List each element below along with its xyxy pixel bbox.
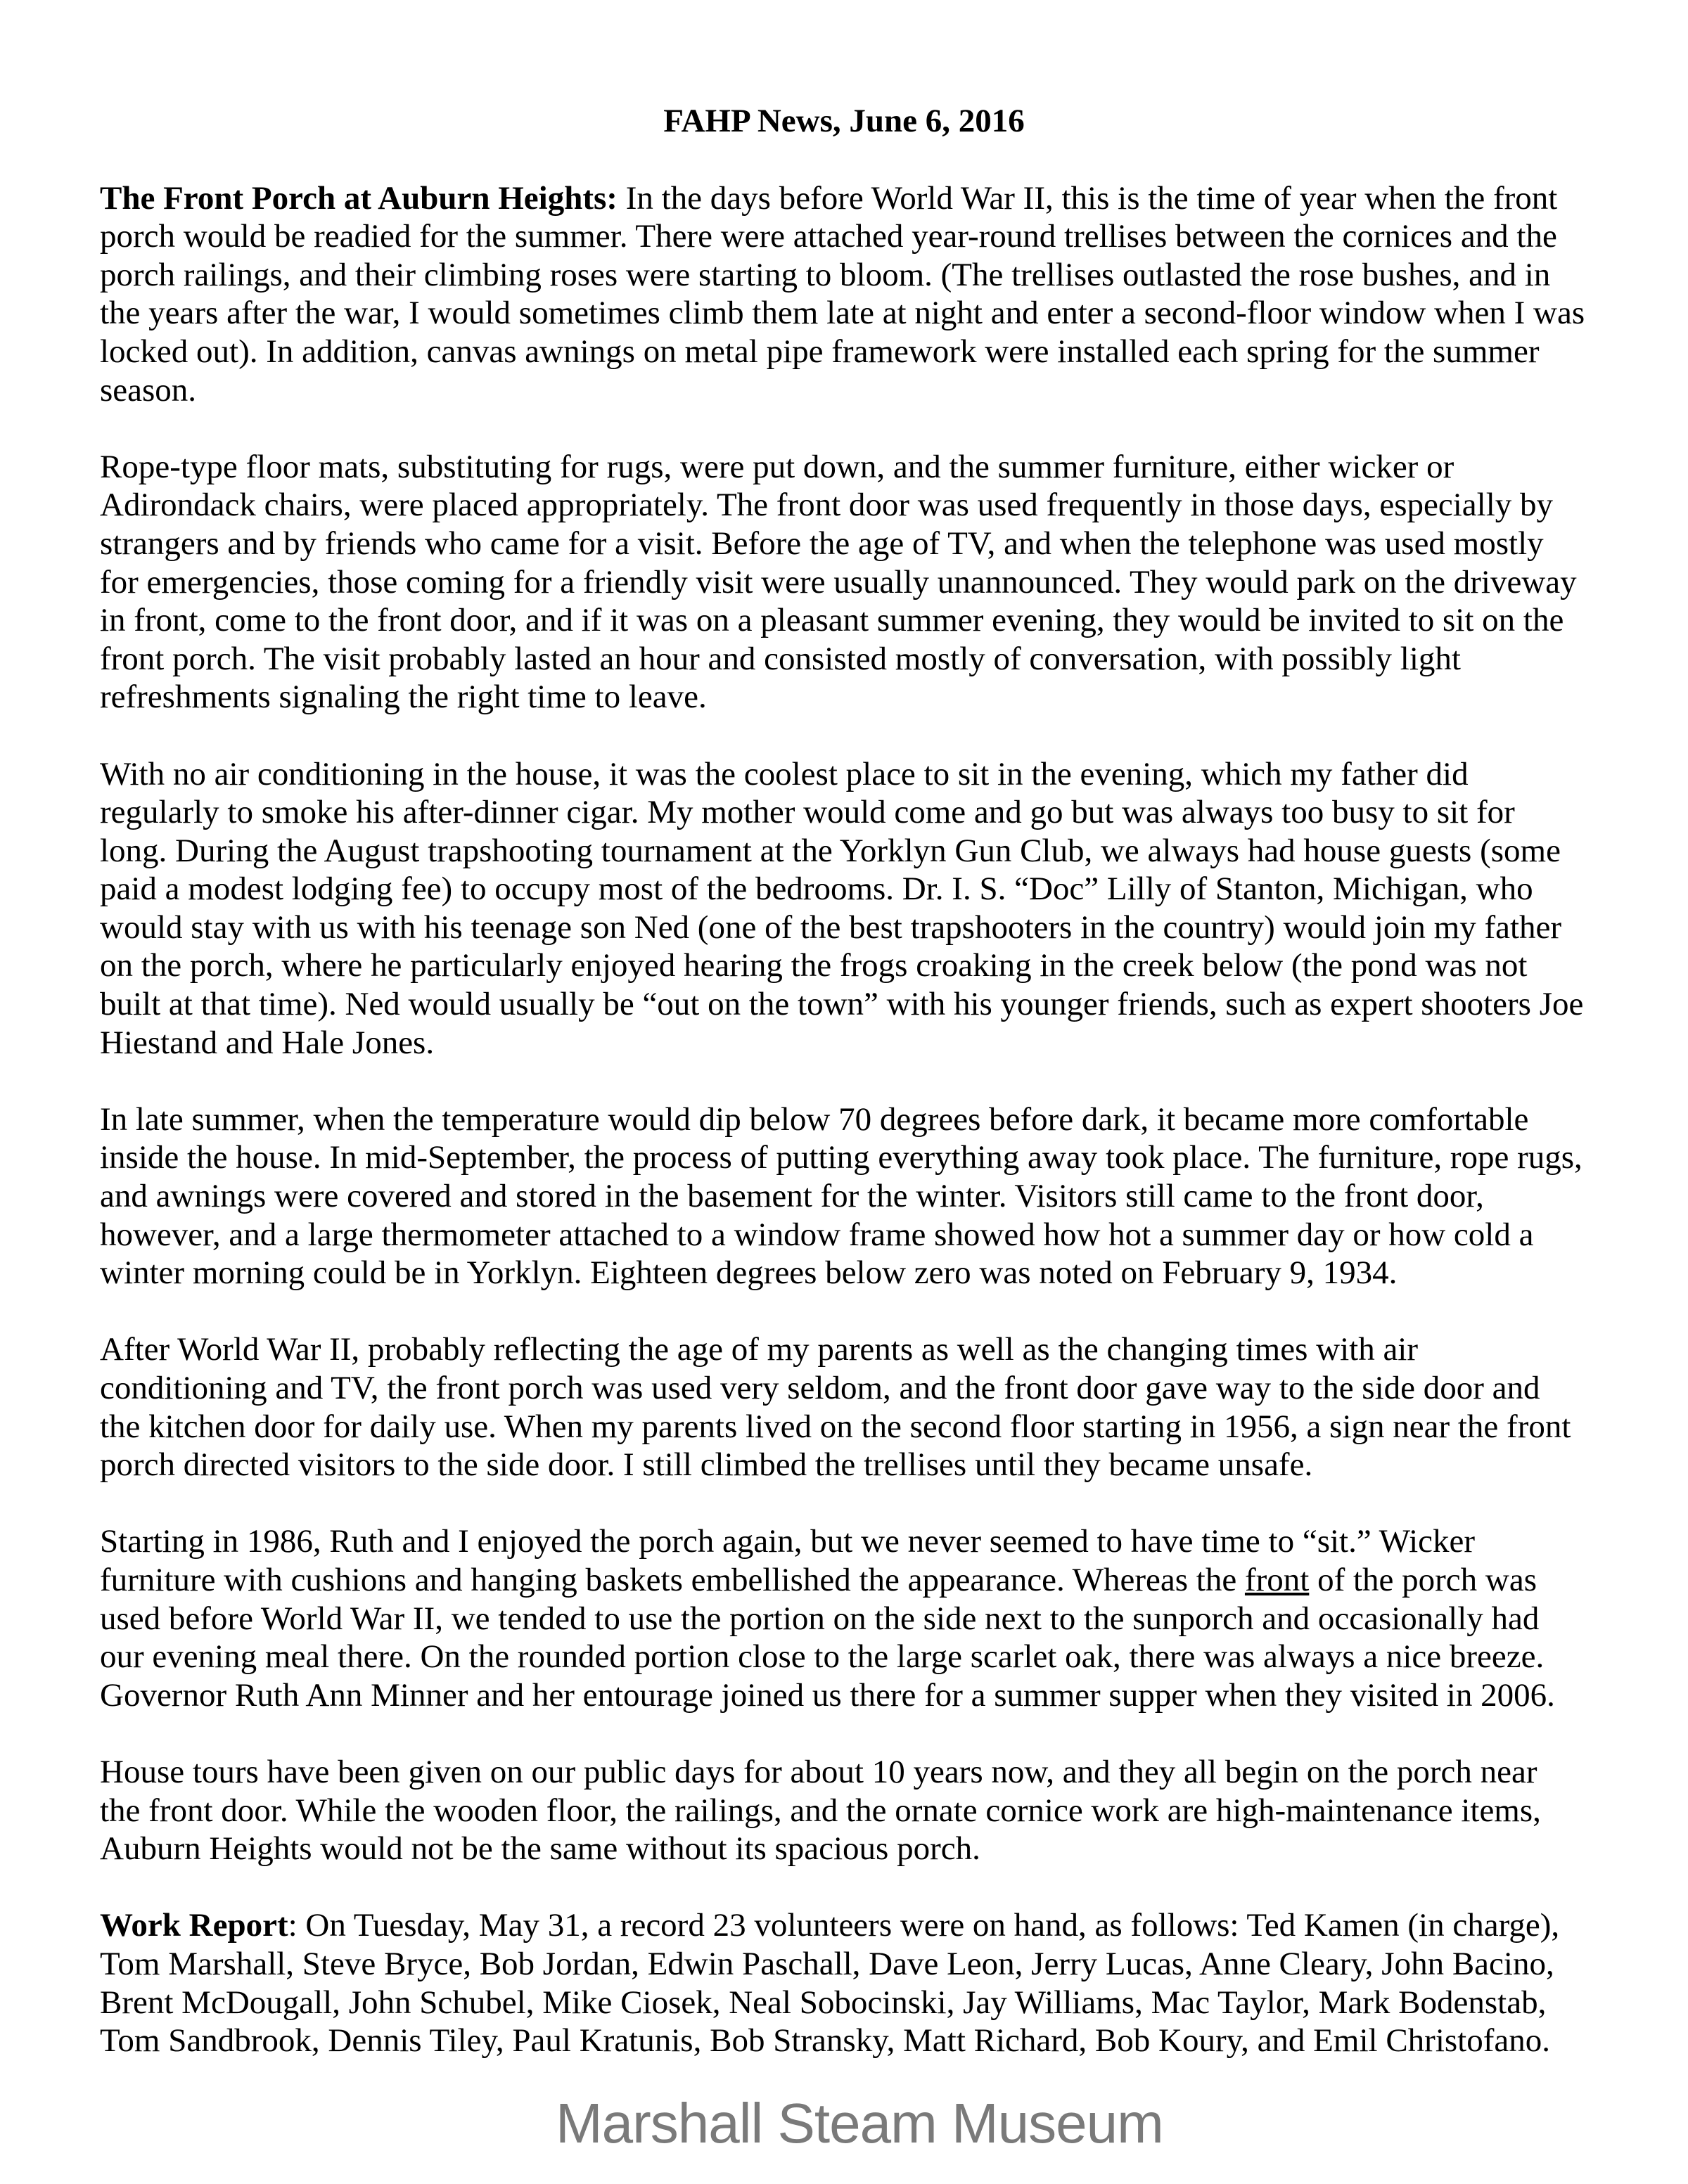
paragraph bbox=[100, 1906, 1633, 2060]
paragraph bbox=[100, 1330, 1633, 1484]
text-line bbox=[100, 1792, 1633, 1830]
text-segment: Tom Marshall, Steve Bryce, Bob Jordan, Edwin Paschall, Dave Leon, Jerry Lucas, Anne Cleary, John Bacino, bbox=[100, 1945, 1554, 1982]
paragraph bbox=[100, 755, 1633, 1062]
text-segment: however, and a large thermometer attached to a window frame showed how hot a summer day or how cold a bbox=[100, 1216, 1534, 1253]
text-segment: the years after the war, I would sometimes climb them late at night and enter a second-floor window when I was bbox=[100, 295, 1585, 332]
text-segment: front porch. The visit probably lasted an hour and consisted mostly of conversation, with possibly light bbox=[100, 640, 1461, 677]
text-segment: conditioning and TV, the front porch was used very seldom, and the front door gave way to the side door and bbox=[100, 1370, 1540, 1406]
text-segment: of the porch was bbox=[1309, 1561, 1537, 1598]
text-line bbox=[100, 755, 1633, 794]
text-segment: regularly to smoke his after-dinner cigar. My mother would come and go but was always too busy to sit for bbox=[100, 794, 1515, 831]
text-line bbox=[100, 1177, 1633, 1216]
text-segment: Governor Ruth Ann Minner and her entourage joined us there for a summer supper when they visited in 2006. bbox=[100, 1676, 1555, 1714]
text-line bbox=[100, 371, 1633, 410]
watermark: Marshall Steam Museum bbox=[556, 2092, 1163, 2154]
text-line bbox=[100, 1830, 1633, 1868]
text-segment: Starting in 1986, Ruth and I enjoyed the porch again, but we never seemed to have time to “sit.” Wicker bbox=[100, 1523, 1476, 1560]
text-segment: season. bbox=[100, 371, 197, 409]
text-line bbox=[100, 870, 1633, 908]
text-line bbox=[100, 1408, 1633, 1446]
text-segment: used before World War II, we tended to use the portion on the side next to the sunporch and occasionally had bbox=[100, 1600, 1540, 1637]
text-line bbox=[100, 1600, 1633, 1638]
text-segment: refreshments signaling the right time to leave. bbox=[100, 679, 707, 716]
text-line bbox=[100, 1638, 1633, 1676]
text-segment: In late summer, when the temperature would dip below 70 degrees before dark, it became more comfortable bbox=[100, 1100, 1529, 1138]
text-segment: Brent McDougall, John Schubel, Mike Ciosek, Neal Sobocinski, Jay Williams, Mac Taylor, Mark Bodenstab, bbox=[100, 1984, 1547, 2021]
underlined-text: front bbox=[1244, 1561, 1310, 1598]
paragraph bbox=[100, 1522, 1633, 1714]
text-line bbox=[100, 1369, 1633, 1408]
text-line bbox=[100, 1945, 1633, 1984]
section-heading: Work Report bbox=[100, 1907, 288, 1944]
text-line bbox=[100, 1138, 1633, 1177]
text-segment: After World War II, probably reflecting the age of my parents as well as the changing times with air bbox=[100, 1331, 1419, 1368]
paragraph bbox=[100, 179, 1633, 410]
text-segment: porch would be readied for the summer. There were attached year-round trellises between the cornices and the bbox=[100, 218, 1557, 255]
text-line bbox=[100, 1984, 1633, 2022]
paragraph bbox=[100, 448, 1633, 717]
text-line bbox=[100, 1024, 1633, 1062]
text-line bbox=[100, 793, 1633, 832]
section-heading: The Front Porch at Auburn Heights: bbox=[100, 179, 618, 217]
text-segment: House tours have been given on our public days for about 10 years now, and they all begin on the porch near bbox=[100, 1753, 1537, 1790]
text-line bbox=[100, 1561, 1633, 1600]
text-line bbox=[100, 1100, 1633, 1139]
text-segment: in front, come to the front door, and if it was on a pleasant summer evening, they would be invited to sit on the bbox=[100, 602, 1564, 639]
text-segment: the front door. While the wooden floor, the railings, and the ornate cornice work are high-maintenance items, bbox=[100, 1792, 1541, 1829]
text-line bbox=[100, 601, 1633, 640]
text-line bbox=[100, 294, 1633, 333]
newsletter-title: FAHP News, June 6, 2016 bbox=[663, 103, 1025, 139]
text-segment: furniture with cushions and hanging baskets embellished the appearance. Whereas the bbox=[100, 1561, 1245, 1598]
text-line bbox=[100, 179, 1633, 218]
text-line bbox=[100, 1753, 1633, 1792]
text-line bbox=[100, 563, 1633, 602]
text-segment: inside the house. In mid-September, the process of putting everything away took place. The furniture, rope rugs, bbox=[100, 1139, 1582, 1176]
text-segment: paid a modest lodging fee) to occupy most of the bedrooms. Dr. I. S. “Doc” Lilly of Stanton, Michigan, who bbox=[100, 871, 1533, 908]
text-line bbox=[100, 486, 1633, 525]
text-line bbox=[100, 832, 1633, 871]
text-line bbox=[100, 217, 1633, 256]
text-segment: Hiestand and Hale Jones. bbox=[100, 1024, 435, 1061]
text-line bbox=[100, 946, 1633, 985]
paragraph bbox=[100, 1100, 1633, 1292]
text-segment: locked out). In addition, canvas awnings on metal pipe framework were installed each spring for the summer bbox=[100, 333, 1540, 370]
text-line bbox=[100, 1446, 1633, 1484]
text-segment: In the days before World War II, this is the time of year when the front bbox=[617, 179, 1558, 217]
text-line bbox=[100, 678, 1633, 717]
text-segment: : On Tuesday, May 31, a record 23 volunteers were on hand, as follows: Ted Kamen (in charge), bbox=[288, 1907, 1560, 1944]
text-segment: Auburn Heights would not be the same without its spacious porch. bbox=[100, 1830, 980, 1868]
text-line bbox=[100, 1254, 1633, 1292]
text-segment: for emergencies, those coming for a friendly visit were usually unannounced. They would park on the driveway bbox=[100, 563, 1577, 600]
text-line bbox=[100, 1330, 1633, 1369]
article-body bbox=[100, 179, 1633, 2060]
text-segment: on the porch, where he particularly enjoyed hearing the frogs croaking in the creek below (the pond was not bbox=[100, 947, 1528, 984]
text-segment: built at that time). Ned would usually be “out on the town” with his younger friends, such as expert shooters Joe bbox=[100, 986, 1584, 1023]
text-line bbox=[100, 1216, 1633, 1254]
text-line bbox=[100, 256, 1633, 295]
text-line bbox=[100, 2022, 1633, 2060]
text-line bbox=[100, 448, 1633, 487]
text-line bbox=[100, 985, 1633, 1024]
text-segment: and awnings were covered and stored in the basement for the winter. Visitors still came to the front door, bbox=[100, 1178, 1484, 1215]
text-segment: Tom Sandbrook, Dennis Tiley, Paul Kratunis, Bob Stransky, Matt Richard, Bob Koury, and Emil Christofano. bbox=[100, 2022, 1550, 2060]
text-segment: Adirondack chairs, were placed appropriately. The front door was used frequently in those days, especially by bbox=[100, 487, 1554, 524]
text-segment: would stay with us with his teenage son Ned (one of the best trapshooters in the country) would join my father bbox=[100, 908, 1562, 946]
text-segment: winter morning could be in Yorklyn. Eighteen degrees below zero was noted on February 9, 1934. bbox=[100, 1254, 1398, 1292]
text-segment: long. During the August trapshooting tournament at the Yorklyn Gun Club, we always had house guests (some bbox=[100, 832, 1561, 869]
text-segment: our evening meal there. On the rounded portion close to the large scarlet oak, there was always a nice breeze. bbox=[100, 1638, 1545, 1676]
text-line bbox=[100, 525, 1633, 563]
text-segment: With no air conditioning in the house, it was the coolest place to sit in the evening, which my father did bbox=[100, 755, 1469, 792]
text-line bbox=[100, 1522, 1633, 1561]
text-segment: Rope-type floor mats, substituting for rugs, were put down, and the summer furniture, either wicker or bbox=[100, 448, 1454, 485]
paragraph bbox=[100, 1753, 1633, 1868]
text-segment: strangers and by friends who came for a visit. Before the age of TV, and when the telephone was used mostly bbox=[100, 525, 1544, 562]
text-segment: the kitchen door for daily use. When my parents lived on the second floor starting in 1956, a sign near the front bbox=[100, 1408, 1571, 1445]
text-line bbox=[100, 908, 1633, 947]
text-segment: porch railings, and their climbing roses were starting to bloom. (The trellises outlasted the rose bushes, and in bbox=[100, 256, 1551, 293]
text-line bbox=[100, 1676, 1633, 1715]
text-line bbox=[100, 1906, 1633, 1945]
document-page bbox=[100, 102, 1633, 2098]
text-segment: porch directed visitors to the side door. I still climbed the trellises until they became unsafe. bbox=[100, 1446, 1313, 1484]
text-line bbox=[100, 640, 1633, 679]
text-line bbox=[100, 333, 1633, 371]
